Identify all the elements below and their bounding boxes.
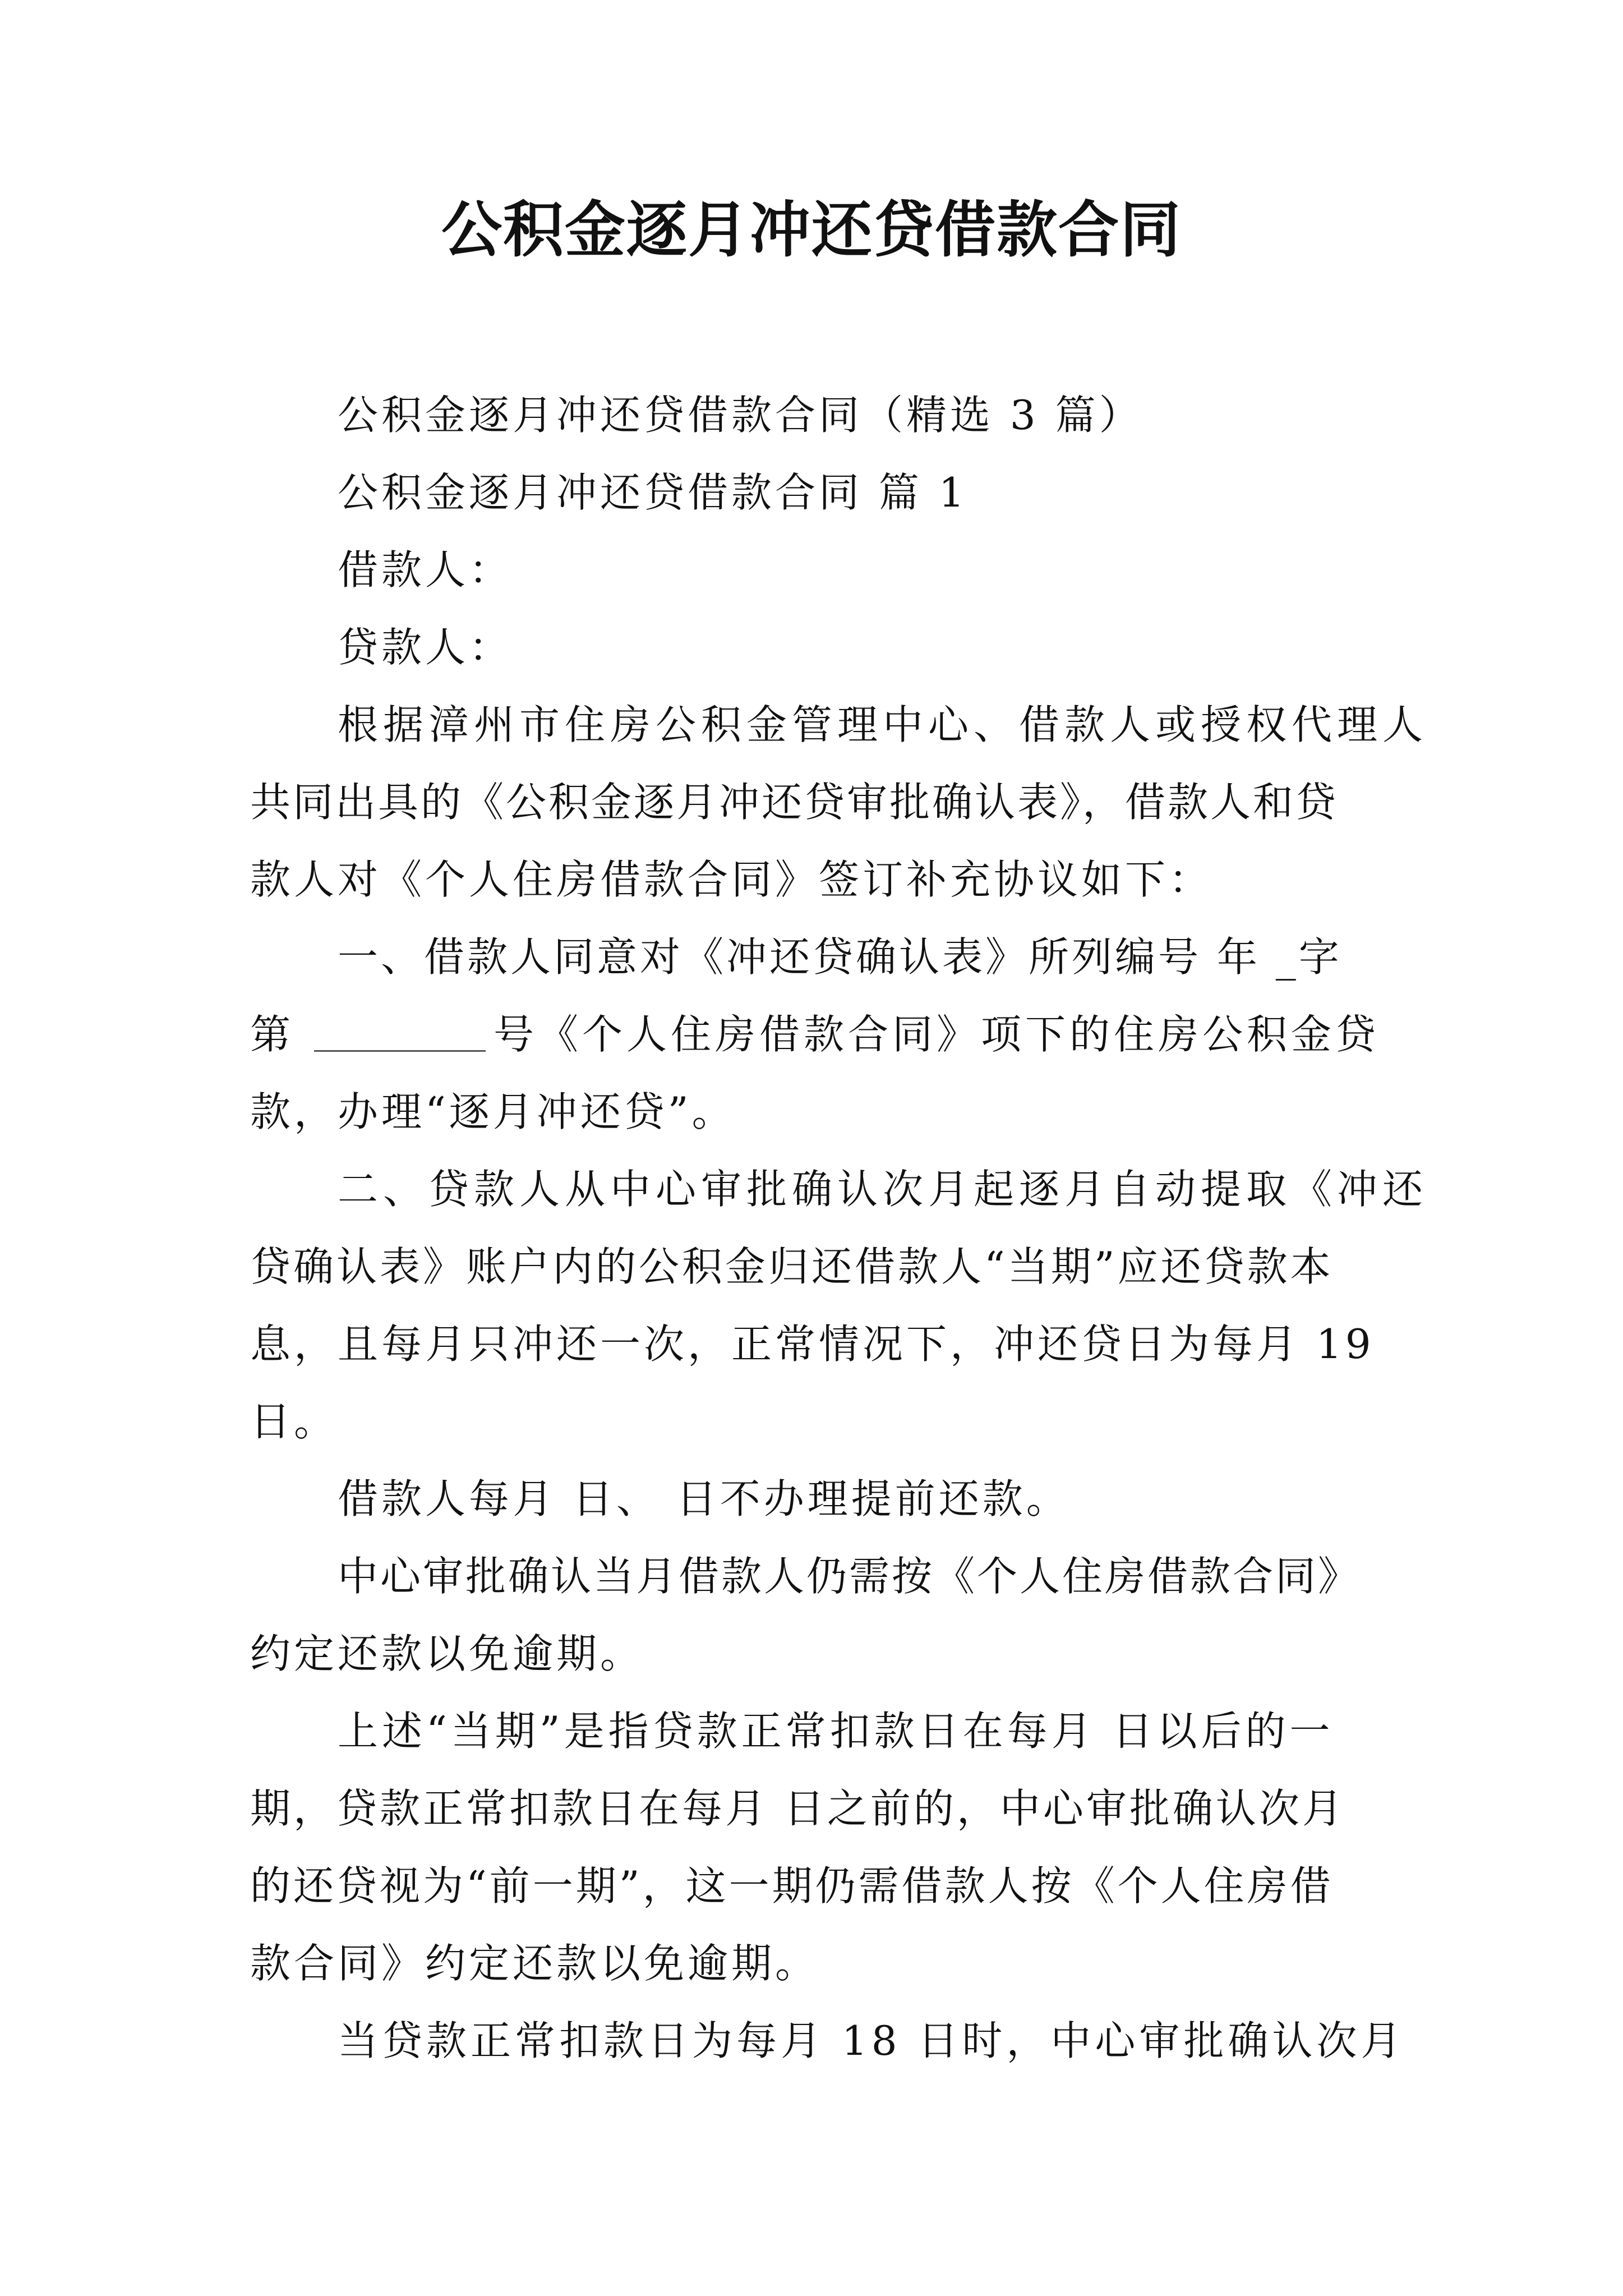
subtitle-line: 公积金逐月冲还贷借款合同（精选 3 篇） (338, 392, 1143, 439)
paragraph-line: 约定还款以免逾期。 (250, 1630, 644, 1677)
paragraph-line: 当贷款正常扣款日为每月 18 日时，中心审批确认次月 (338, 2017, 1405, 2064)
lender-label: 贷款人： (338, 624, 513, 671)
clause-one-line: 款，办理“逐月冲还贷”。 (250, 1088, 736, 1135)
paragraph-line: 借款人每月 日、 日不办理提前还款。 (338, 1475, 1070, 1522)
paragraph-line: 上述“当期”是指贷款正常扣款日在每月 日以后的一 (338, 1708, 1334, 1755)
paragraph-line: 款合同》约定还款以免逾期。 (250, 1940, 819, 1987)
paragraph-line: 款人对《个人住房借款合同》签订补充协议如下： (250, 856, 1213, 903)
document-title: 公积金逐月冲还贷借款合同 (441, 195, 1182, 265)
paragraph-line: 中心审批确认当月借款人仍需按《个人住房借款合同》 (338, 1553, 1361, 1600)
section-heading: 公积金逐月冲还贷借款合同 篇 1 (338, 469, 968, 516)
clause-two-line: 日。 (250, 1398, 338, 1445)
clause-one-line: 号《个人住房借款合同》项下的住房公积金贷 (494, 1011, 1380, 1058)
clause-one-line: 第 (250, 1011, 294, 1058)
paragraph-line: 根据漳州市住房公积金管理中心、借款人或授权代理人 (338, 701, 1428, 748)
clause-one-line: 一、借款人同意对《冲还贷确认表》所列编号 年 _字 (338, 933, 1342, 981)
paragraph-line: 共同出具的《公积金逐月冲还贷审批确认表》，借款人和贷 (250, 779, 1339, 826)
number-blank-underline (314, 1050, 486, 1052)
clause-two-line: 二、贷款人从中心审批确认次月起逐月自动提取《冲还 (338, 1166, 1428, 1213)
paragraph-line: 期，贷款正常扣款日在每月 日之前的，中心审批确认次月 (250, 1785, 1345, 1832)
clause-two-line: 贷确认表》账户内的公积金归还借款人“当期”应还贷款本 (250, 1243, 1334, 1290)
clause-two-line: 息，且每月只冲还一次，正常情况下，冲还贷日为每月 19 (250, 1320, 1375, 1368)
paragraph-line: 的还贷视为“前一期”，这一期仍需借款人按《个人住房借 (250, 1862, 1334, 1910)
borrower-label: 借款人： (338, 546, 513, 593)
